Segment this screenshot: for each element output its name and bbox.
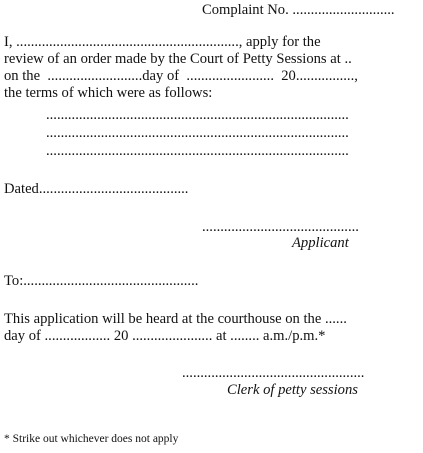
applicant-signature-line: ........................................... [202, 219, 359, 235]
terms-line-3: ................................................................................... [46, 143, 349, 159]
complaint-number: Complaint No. ............................ [202, 2, 395, 18]
to-line: To:................................................ [4, 273, 199, 289]
applicant-name-line: I, ............................................................., apply for the [4, 34, 321, 50]
dated-line: Dated......................................... [4, 181, 189, 197]
footnote: * Strike out whichever does not apply [4, 433, 179, 445]
hearing-line-2: day of .................. 20 ...................... at ........ a.m./p.m.* [4, 328, 326, 344]
terms-line-2: ................................................................................... [46, 125, 349, 141]
terms-line-1: ................................................................................... [46, 107, 349, 123]
applicant-label: Applicant [292, 235, 349, 251]
clerk-label: Clerk of petty sessions [227, 382, 358, 398]
terms-intro: the terms of which were as follows: [4, 85, 213, 101]
review-court-line: review of an order made by the Court of Petty Sessions at .. [4, 51, 352, 67]
hearing-line-1: This application will be heard at the courthouse on the ...... [4, 311, 347, 327]
clerk-signature-line: .................................................. [182, 365, 365, 381]
order-date-line: on the ..........................day of ........................ 20................, [4, 68, 358, 84]
